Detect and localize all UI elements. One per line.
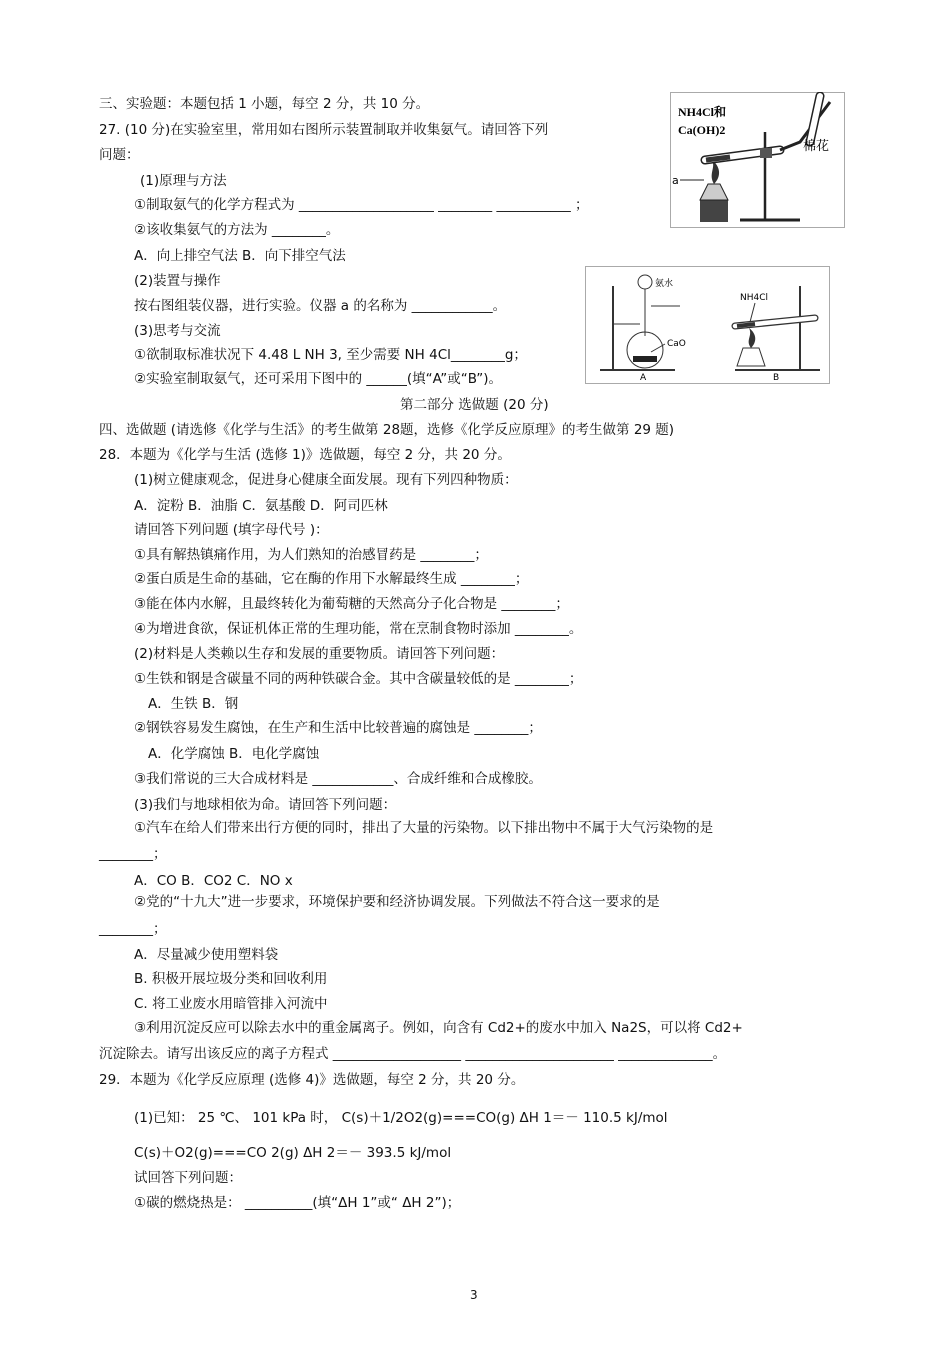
q28-item-2: ②蛋白质是生命的基础，它在酶的作用下水解最终生成 ________； [134, 571, 529, 587]
q28-part3-text: (3)我们与地球相依为命。请回答下列问题： [134, 797, 397, 813]
q28-part3-option-c: C. 将工业废水用暗管排入河流中 [134, 996, 328, 1012]
q27-item-1: ①制取氨气的化学方程式为 ____________________ ________ ___________ ； [134, 197, 589, 213]
fig2-nh4cl-label: NH4Cl [740, 293, 769, 303]
q27-part1-heading: (1)原理与方法 [140, 173, 227, 189]
section-4-heading: 四、选做题 (请选修《化学与生活》的考生做第 28题，选修《化学反应原理》的考生做第 29 题) [99, 422, 675, 438]
q28-item-4: ④为增进食欲，保证机体正常的生理功能，常在烹制食物时添加 ________。 [134, 621, 583, 637]
page-number: 3 [470, 1288, 478, 1302]
q29-equation-1: (1)已知： 25 ℃、 101 kPa 时， C(s)＋1/2O2(g)===CO(g) ΔH 1＝－ 110.5 kJ/mol [134, 1110, 668, 1126]
q27-part3-heading: (3)思考与交流 [134, 323, 221, 339]
q28-part3-option-a: A．尽量减少使用塑料袋 [134, 947, 279, 963]
q28-part2-item3: ③我们常说的三大合成材料是 ____________、合成纤维和合成橡胶。 [134, 771, 542, 787]
q28-part3-item3: ③利用沉淀反应可以除去水中的重金属离子。例如，向含有 Cd2+的废水中加入 Na2S，可以将 Cd2+ [134, 1020, 743, 1036]
q29-item-1: ①碳的燃烧热是： __________(填“ΔH 1”或“ ΔH 2”)； [134, 1195, 461, 1211]
q27-item-2: ②该收集氨气的方法为 ________。 [134, 222, 340, 238]
q28-part2-options1: A．生铁 B．钢 [148, 696, 239, 712]
fig2-cao-label: CaO [667, 339, 686, 349]
q27-stem: 27. (10 分)在实验室里，常用如右图所示装置制取并收集氨气。请回答下列 [99, 122, 549, 138]
q28-part1-text: (1)树立健康观念，促进身心健康全面发展。现有下列四种物质： [134, 472, 518, 488]
fig1-reagent-line2: Ca(OH)2 [678, 123, 726, 137]
q28-part3-item2-blank: ________； [99, 921, 167, 937]
q27-part2-text: 按右图组装仪器，进行实验。仪器 a 的名称为 ____________。 [134, 298, 507, 314]
q28-item-1: ①具有解热镇痛作用，为人们熟知的治感冒药是 ________； [134, 547, 488, 563]
part2-heading: 第二部分 选做题 (20 分) [400, 397, 549, 413]
q28-part3-item2: ②党的“十九大”进一步要求，环境保护要和经济协调发展。下列做法不符合这一要求的是 [134, 894, 660, 910]
q28-stem: 28．本题为《化学与生活 (选修 1)》选做题，每空 2 分，共 20 分。 [99, 447, 511, 463]
q28-part2-text: (2)材料是人类赖以生存和发展的重要物质。请回答下列问题： [134, 646, 505, 662]
fig2-label-B: B [773, 373, 780, 383]
q27-part3-item1: ①欲制取标准状况下 4.48 L NH 3, 至少需要 NH 4Cl________g； [134, 347, 527, 363]
fig2-ammonia-water-label: 氨水 [655, 279, 674, 289]
q29-instruction: 试回答下列问题： [134, 1170, 242, 1186]
q28-part2-item1: ①生铁和钢是含碳量不同的两种铁碳合金。其中含碳量较低的是 ________； [134, 671, 583, 687]
q28-part3-item1-blank: ________； [99, 846, 167, 862]
fig1-reagent-line1: NH4Cl和 [678, 105, 727, 119]
fig2-label-A: A [640, 373, 647, 383]
q28-part1-options: A．淀粉 B．油脂 C．氨基酸 D．阿司匹林 [134, 498, 388, 514]
q28-part2-options2: A．化学腐蚀 B．电化学腐蚀 [148, 746, 320, 762]
q28-part1-instruction: 请回答下列问题 (填字母代号 )： [134, 522, 329, 538]
q28-part3-option-b: B. 积极开展垃圾分类和回收利用 [134, 971, 328, 987]
q27-options: A．向上排空气法 B．向下排空气法 [134, 248, 346, 264]
q28-item-3: ③能在体内水解，且最终转化为葡萄糖的天然高分子化合物是 ________； [134, 596, 569, 612]
q29-equation-2: C(s)＋O2(g)===CO 2(g) ΔH 2＝－ 393.5 kJ/mol [134, 1145, 452, 1161]
q28-part3-options1: A．CO B．CO2 C．NO x [134, 873, 293, 889]
q27-part2-heading: (2)装置与操作 [134, 273, 221, 289]
fig1-label-a: a [672, 174, 679, 187]
q28-part2-item2: ②钢铁容易发生腐蚀，在生产和生活中比较普遍的腐蚀是 ________； [134, 720, 542, 736]
section-3-heading: 三、实验题：本题包括 1 小题，每空 2 分，共 10 分。 [99, 96, 430, 112]
ammonia-apparatus-figure [670, 92, 845, 228]
q28-part3-item3-cont: 沉淀除去。请写出该反应的离子方程式 ___________________ ______________________ ______________。 [99, 1046, 727, 1062]
q29-stem: 29．本题为《化学反应原理 (选修 4)》选做题，每空 2 分，共 20 分。 [99, 1072, 525, 1088]
q27-stem-cont: 问题： [99, 147, 140, 163]
q28-part3-item1: ①汽车在给人们带来出行方便的同时，排出了大量的污染物。以下排出物中不属于大气污染物的是 [134, 820, 714, 836]
q27-part3-item2: ②实验室制取氨气，还可采用下图中的 ______(填“A”或“B”)。 [134, 371, 502, 387]
fig1-cotton-label: 棉花 [803, 139, 830, 154]
apparatus-a-b-figure [585, 266, 830, 384]
